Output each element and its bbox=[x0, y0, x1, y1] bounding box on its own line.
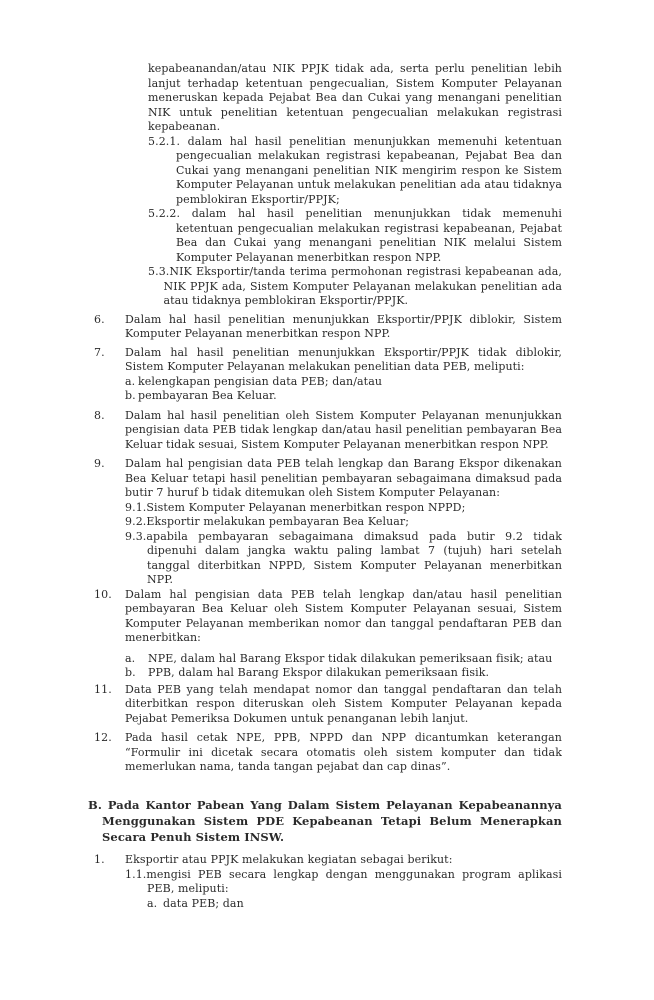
sub-item-number: 9.3. bbox=[125, 529, 147, 543]
item-text: Eksportir atau PPJK melakukan kegiatan sebagai berikut: bbox=[125, 853, 453, 867]
item-number: 10. bbox=[94, 587, 112, 601]
list-marker: a. bbox=[125, 651, 136, 665]
numbered-item-6 bbox=[94, 313, 562, 342]
item-number: 6. bbox=[94, 312, 105, 326]
sub-item-1-1-letter-list bbox=[147, 897, 562, 912]
item-number: 7. bbox=[94, 345, 105, 359]
sub-item-text: mengisi PEB secara lengkap dengan menggunakan program aplikasi PEB, meliputi: bbox=[146, 867, 562, 896]
list-text: pembayaran Bea Keluar. bbox=[138, 389, 277, 402]
section-b-heading bbox=[88, 797, 562, 846]
sub-item-number: 5.3. bbox=[148, 265, 170, 278]
list-text: PPB, dalam hal Barang Ekspor dilakukan pemeriksaan fisik. bbox=[148, 666, 490, 679]
section-letter: B. bbox=[88, 797, 102, 812]
sub-item-number: 5.2.2. bbox=[148, 207, 181, 220]
item-number: 1. bbox=[94, 853, 105, 867]
sub-item-1-1 bbox=[125, 868, 562, 912]
list-marker: b. bbox=[125, 389, 136, 402]
sub-item-text: dalam hal hasil penelitian menunjukkan tidak memenuhi ketentuan pengecualian melakukan registrasi kepabeanan, Pejabat Bea dan Cukai yang menangani penelitian NIK melalui Sistem Komputer Pelayanan menerbitkan respon NPP. bbox=[176, 207, 562, 264]
list-item bbox=[125, 652, 562, 667]
sub-item-text: Eksportir melakukan pembayaran Bea Keluar; bbox=[146, 515, 410, 528]
item-number: 11. bbox=[94, 682, 112, 696]
continuation-paragraph: kepabeanandan/atau NIK PPJK tidak ada, serta perlu penelitian lebih lanjut terhadap ketentuan pengecualian, Sistem Komputer Pelayanan meneruskan kepada Pejabat Bea dan Cukai yang menangani penelitian NIK untuk penelitian ketentuan pengecualian melakukan registrasi kepabeanan. bbox=[148, 62, 562, 133]
list-text: kelengkapan pengisian data PEB; dan/atau bbox=[138, 374, 383, 388]
item-text: Dalam hal hasil penelitian menunjukkan Eksportir/PPJK tidak diblokir, Sistem Komputer Pelayanan melakukan penelitian data PEB, meliputi: bbox=[125, 345, 562, 373]
list-item bbox=[125, 389, 562, 404]
list-marker: a. bbox=[125, 374, 136, 388]
section-title: Pada Kantor Pabean Yang Dalam Sistem Pelayanan Kepabeanannya Menggunakan Sistem PDE Kepabeanan Tetapi Belum Menerapkan Secara Penuh Sistem INSW. bbox=[102, 797, 562, 844]
list-item bbox=[125, 666, 562, 681]
item-text: Dalam hal pengisian data PEB telah lengkap dan Barang Ekspor dikenakan Bea Keluar tetapi hasil penelitian pembayaran sebagaimana dimaksud pada butir 7 huruf b tidak ditemukan oleh Sistem Komputer Pelayanan: bbox=[125, 457, 562, 499]
sub-item-text: NIK Eksportir/tanda terima permohonan registrasi kepabeanan ada, NIK PPJK ada, Sistem Komputer Pelayanan melakukan penelitian ada atau tidaknya pemblokiran Eksportir/PPJK. bbox=[163, 265, 562, 307]
sub-item-9-1 bbox=[125, 501, 562, 516]
numbered-item-12 bbox=[94, 731, 562, 775]
sub-item-text: Sistem Komputer Pelayanan menerbitkan respon NPPD; bbox=[146, 500, 466, 514]
sub-item-number: 9.2. bbox=[125, 515, 147, 528]
item-text: Dalam hal hasil penelitian oleh Sistem Komputer Pelayanan menunjukkan pengisian data PEB tidak lengkap dan/atau hasil penelitian pembayaran Bea Keluar tidak sesuai, Sistem Komputer Pelayanan menerbitkan respon NPP. bbox=[125, 408, 562, 451]
item-text: Data PEB yang telah mendapat nomor dan tanggal pendaftaran dan telah diterbitkan respon diteruskan oleh Sistem Komputer Pelayanan kepada Pejabat Pemeriksa Dokumen untuk penanganan lebih lanjut. bbox=[125, 682, 562, 725]
sub-item-5-2-2 bbox=[148, 207, 562, 265]
numbered-item-7 bbox=[94, 346, 562, 404]
section-5-block bbox=[148, 62, 562, 309]
sub-item-5-2-1 bbox=[148, 135, 562, 208]
list-text: data PEB; dan bbox=[163, 896, 244, 910]
item-number: 9. bbox=[94, 457, 105, 470]
list-item bbox=[125, 375, 562, 390]
item-text: Dalam hal hasil penelitian menunjukkan Eksportir/PPJK diblokir, Sistem Komputer Pelayanan menerbitkan respon NPP. bbox=[125, 312, 562, 340]
sub-item-9-2 bbox=[125, 515, 562, 530]
sub-item-number: 9.1. bbox=[125, 500, 147, 514]
sub-item-9-3 bbox=[125, 530, 562, 588]
list-marker: b. bbox=[125, 666, 136, 679]
numbered-item-8 bbox=[94, 409, 562, 453]
list-marker: a. bbox=[147, 896, 158, 910]
sub-item-number: 1.1. bbox=[125, 867, 147, 881]
item-10-letter-list bbox=[125, 652, 562, 681]
list-item bbox=[147, 897, 562, 912]
item-number: 8. bbox=[94, 408, 105, 422]
numbered-item-b-1 bbox=[94, 853, 562, 911]
item-text: Dalam hal pengisian data PEB telah lengkap dan/atau hasil penelitian pembayaran Bea Keluar oleh Sistem Komputer Pelayanan sesuai, Sistem Komputer Pelayanan memberikan nomor dan tanggal pendaftaran PEB dan menerbitkan: bbox=[125, 587, 562, 644]
sub-item-5-3 bbox=[148, 265, 562, 309]
numbered-item-11 bbox=[94, 683, 562, 727]
list-text: NPE, dalam hal Barang Ekspor tidak dilakukan pemeriksaan fisik; atau bbox=[148, 651, 553, 665]
item-number: 12. bbox=[94, 731, 112, 744]
numbered-item-10 bbox=[94, 588, 562, 681]
sub-item-text: apabila pembayaran sebagaimana dimaksud pada butir 9.2 tidak dipenuhi dalam jangka waktu paling lambat 7 (tujuh) hari setelah tanggal diterbitkan NPPD, Sistem Komputer Pelayanan menerbitkan NPP. bbox=[146, 529, 562, 586]
item-text: Pada hasil cetak NPE, PPB, NPPD dan NPP dicantumkan keterangan “Formulir ini dicetak secara otomatis oleh sistem komputer dan tidak memerlukan nama, tanda tangan pejabat dan cap dinas”. bbox=[125, 731, 562, 773]
sub-item-text: dalam hal hasil penelitian menunjukkan memenuhi ketentuan pengecualian melakukan registrasi kepabeanan, Pejabat Bea dan Cukai yang menangani penelitian NIK mengirim respon ke Sistem Komputer Pelayanan untuk melakukan penelitian ada atau tidaknya pemblokiran Eksportir/PPJK; bbox=[176, 134, 562, 206]
sub-item-number: 5.2.1. bbox=[148, 134, 181, 148]
item-7-letter-list bbox=[125, 375, 562, 404]
numbered-item-9 bbox=[94, 457, 562, 588]
